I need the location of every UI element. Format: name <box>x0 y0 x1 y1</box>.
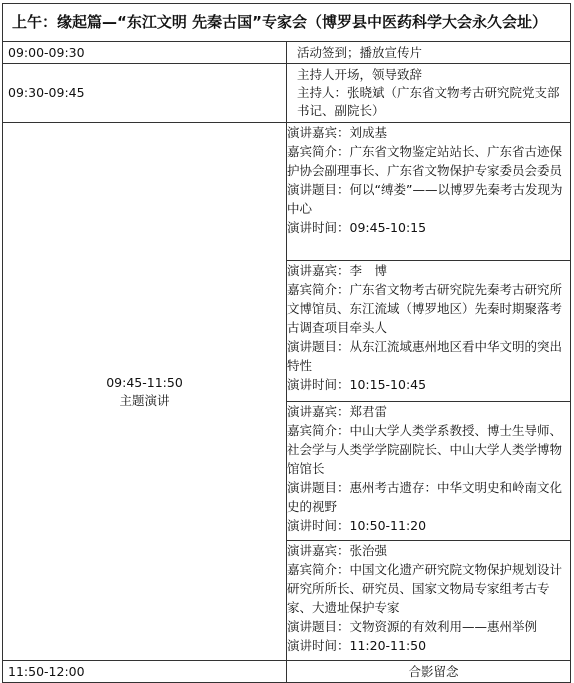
speaker-block <box>287 541 571 661</box>
activity-opening <box>287 64 571 123</box>
opening-line: 主持人开场，领导致辞 <box>297 67 423 82</box>
speaker-time: 演讲时间：09:45-10:15 <box>287 220 427 235</box>
speaker-topic: 演讲题目：从东江流域惠州地区看中华文明的突出特性 <box>287 339 563 373</box>
time-slot-keynotes <box>3 123 287 661</box>
time-slot-photo: 11:50-12:00 <box>3 661 287 683</box>
host-line: 主持人：张晓斌（广东省文物考古研究院党支部书记、副院长） <box>297 85 560 118</box>
speaker-topic: 演讲题目：惠州考古遗存：中华文明史和岭南文化史的视野 <box>287 480 563 514</box>
speaker-name: 演讲嘉宾：刘成基 <box>287 125 388 140</box>
speaker-block <box>287 261 571 402</box>
keynote-label: 主题演讲 <box>119 392 170 408</box>
activity-group-photo: 合影留念 <box>287 661 571 683</box>
speaker-name: 演讲嘉宾：张治强 <box>287 543 388 558</box>
keynote-time: 09:45-11:50 <box>106 374 183 390</box>
speaker-topic: 演讲题目：文物资源的有效利用——惠州举例 <box>287 619 538 634</box>
speaker-topic: 演讲题目：何以“缚娄”——以博罗先秦考古发现为中心 <box>287 182 563 216</box>
activity-signin: 活动签到；播放宣传片 <box>287 42 571 64</box>
speaker-bio: 嘉宾简介：中山大学人类学系教授、博士生导师、社会学与人类学学院副院长、中山大学人类学博物馆馆长 <box>287 423 563 476</box>
speaker-time: 演讲时间：10:50-11:20 <box>287 518 427 533</box>
speaker-bio: 嘉宾简介：中国文化遗产研究院文物保护规划设计研究所所长、研究员、国家文物局专家组考古专家、大遗址保护专家 <box>287 562 563 615</box>
speaker-time: 演讲时间：10:15-10:45 <box>287 377 427 392</box>
speaker-name: 演讲嘉宾：李 博 <box>287 263 388 278</box>
time-slot-2: 09:30-09:45 <box>3 64 287 123</box>
agenda-table <box>2 3 571 683</box>
speaker-block <box>287 402 571 541</box>
speaker-bio: 嘉宾简介：广东省文物考古研究院先秦考古研究所文博馆员、东江流域（博罗地区）先秦时期聚落考古调查项目牵头人 <box>287 282 563 335</box>
speaker-bio: 嘉宾简介：广东省文物鉴定站站长、广东省古迹保护协会副理事长、广东省文物保护专家委员会委员 <box>287 144 563 178</box>
time-slot-1: 09:00-09:30 <box>3 42 287 64</box>
speaker-block <box>287 123 571 261</box>
agenda-title: 上午：缘起篇—“东江文明 先秦古国”专家会（博罗县中医药科学大会永久会址） <box>3 4 571 42</box>
speaker-name: 演讲嘉宾：郑君雷 <box>287 404 388 419</box>
speaker-time: 演讲时间：11:20-11:50 <box>287 638 427 653</box>
